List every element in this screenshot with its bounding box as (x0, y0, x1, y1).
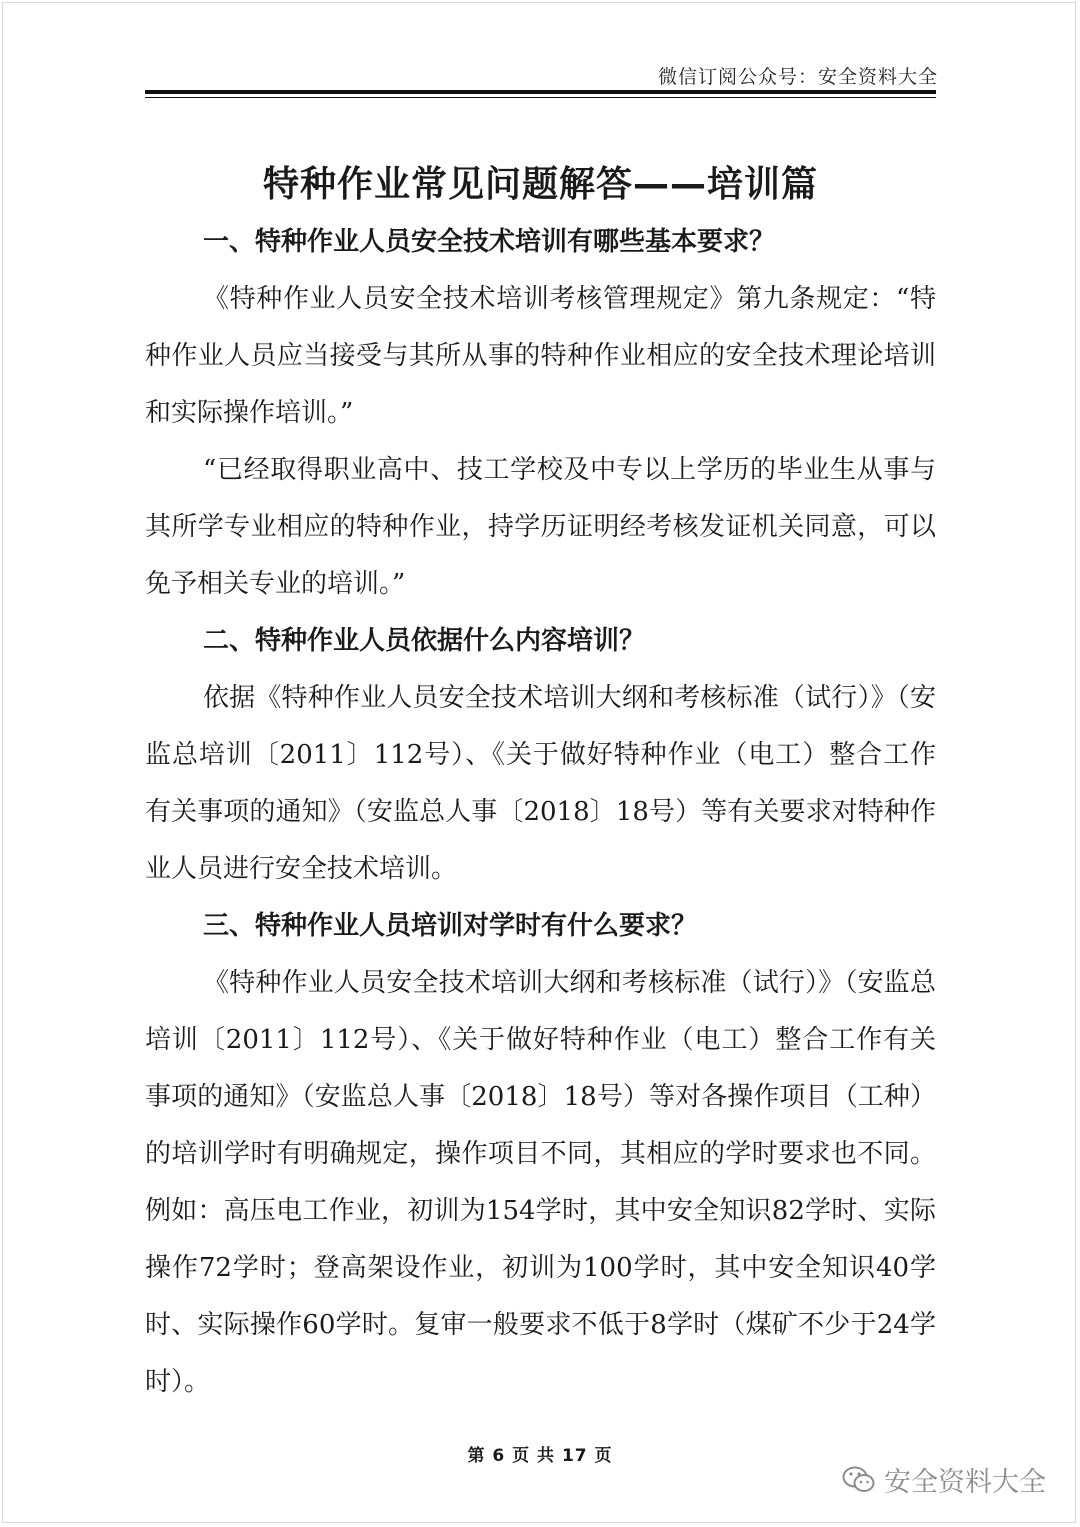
section-1 (145, 214, 936, 613)
document-title: 特种作业常见问题解答——培训篇 (262, 164, 818, 205)
question-heading: 一、特种作业人员安全技术培训有哪些基本要求？ (203, 227, 776, 257)
question-heading: 三、特种作业人员培训对学时有什么要求？ (203, 911, 698, 941)
question-heading: 二、特种作业人员依据什么内容培训？ (203, 626, 646, 656)
header-rule-thin (145, 97, 936, 98)
paragraph: 《特种作业人员安全技术培训大纲和考核标准（试行）》（安监总培训〔2011〕112号）、《关于做好特种作业（电工）整合工作有关事项的通知》（安监总人事〔2018〕18号）等对各操作项目（工种）的培训学时有明确规定，操作项目不同，其相应的学时要求也不同。例如：高压电工作业，初训为154学时，其中安全知识82学时、实际操作72学时；登高架设作业，初训为100学时，其中安全知识40学时、实际操作60学时。复审一般要求不低于8学时（煤矿不少于24学时）。 (145, 968, 936, 1397)
paragraph: 《特种作业人员安全技术培训考核管理规定》第九条规定：“特种作业人员应当接受与其所从事的特种作业相应的安全技术理论培训和实际操作培训。” (145, 284, 936, 428)
document-body (145, 214, 936, 1411)
header-account-text: 微信订阅公众号：安全资料大全 (657, 66, 938, 88)
watermark-text: 安全资料大全 (884, 1467, 1046, 1498)
paragraph: 依据《特种作业人员安全技术培训大纲和考核标准（试行）》（安监总培训〔2011〕112号）、《关于做好特种作业（电工）整合工作有关事项的通知》（安监总人事〔2018〕18号）等有关要求对特种作业人员进行安全技术培训。 (145, 683, 936, 884)
paragraph: “已经取得职业高中、技工学校及中专以上学历的毕业生从事与其所学专业相应的特种作业，持学历证明经考核发证机关同意，可以免予相关专业的培训。” (145, 455, 936, 599)
watermark (842, 1460, 1046, 1499)
section-2 (145, 613, 936, 898)
section-3 (145, 898, 936, 1411)
page-number: 第 6 页 共 17 页 (467, 1446, 613, 1466)
wechat-icon (842, 1465, 876, 1495)
header-rule (145, 90, 936, 94)
